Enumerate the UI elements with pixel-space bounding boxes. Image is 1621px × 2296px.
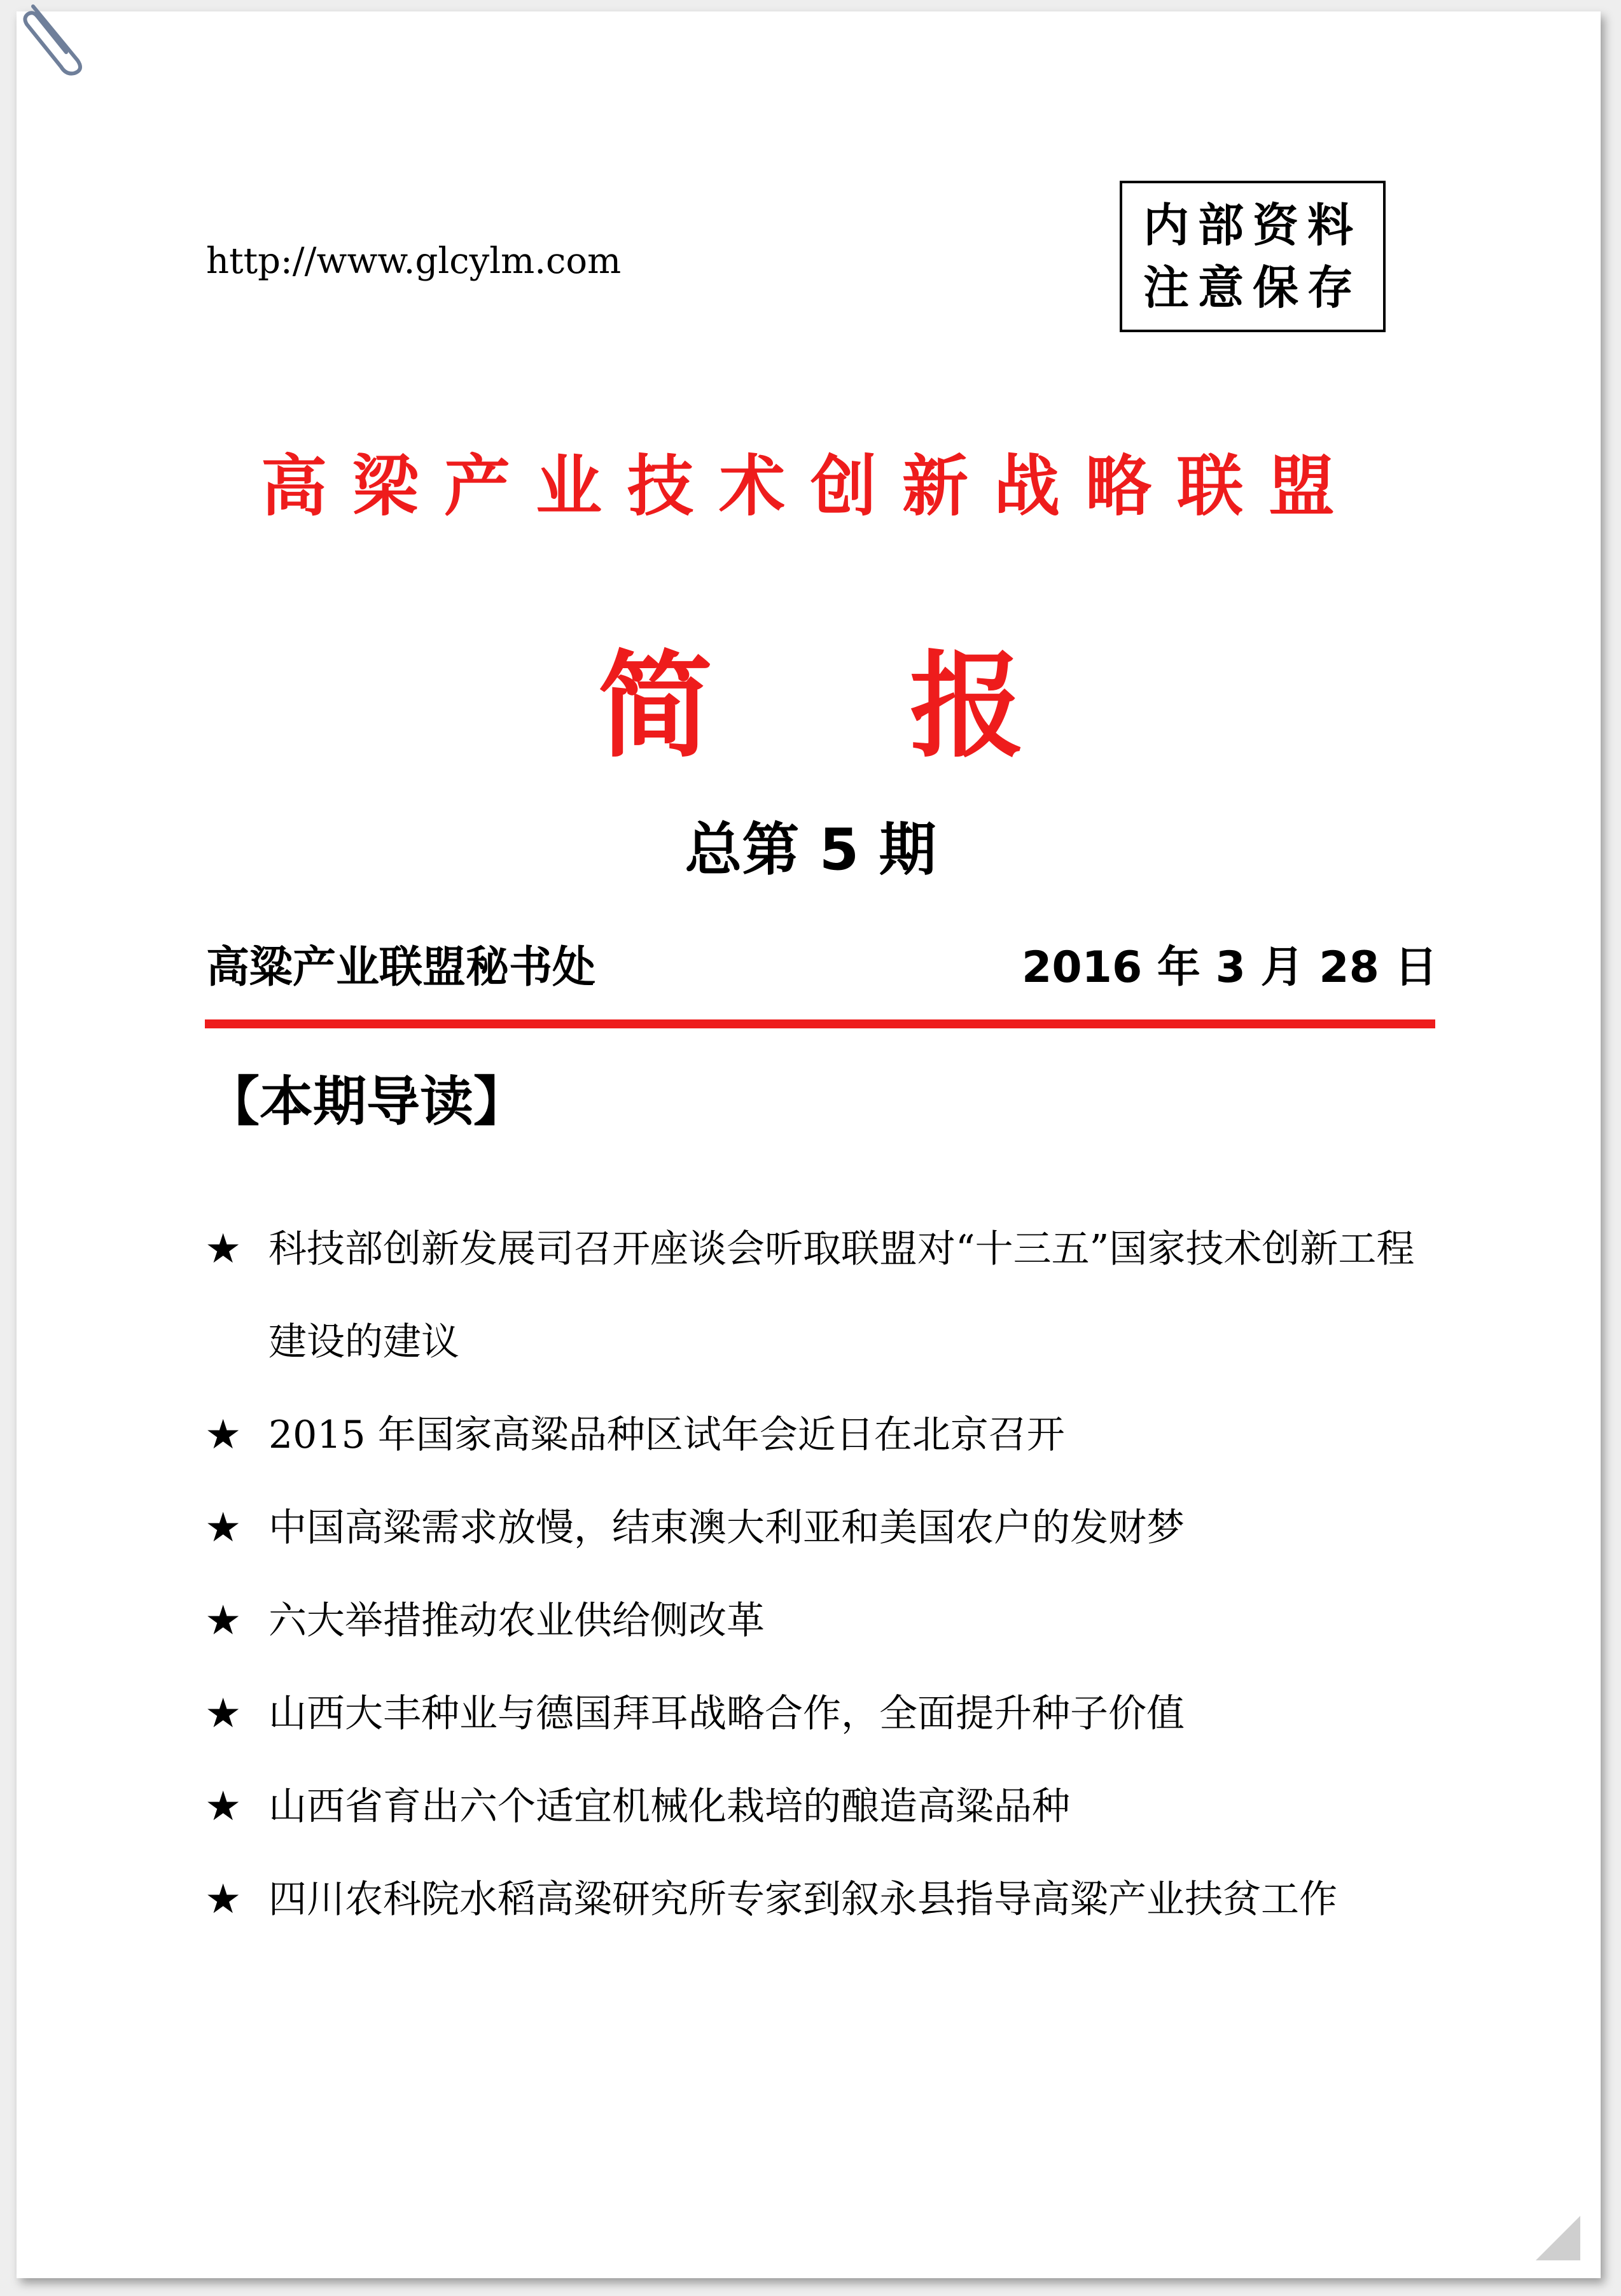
toc-item (205, 1203, 1452, 1389)
toc-item-text: 科技部创新发展司召开座谈会听取联盟对“十三五”国家技术创新工程建设的建议 (268, 1227, 1415, 1364)
stamp-line-1: 内部资料 (1143, 199, 1362, 252)
toc-item-text: 2015 年国家高粱品种区试年会近日在北京召开 (268, 1413, 1065, 1457)
toc-item (205, 1574, 1452, 1667)
bulletin-title-char-2: 报 (910, 639, 1025, 773)
toc-heading: 【本期导读】 (206, 1070, 527, 1133)
publish-date: 2016 年 3 月 28 日 (1022, 942, 1438, 993)
toc-item (205, 1389, 1452, 1481)
toc-list (205, 1203, 1452, 1946)
toc-item (205, 1667, 1452, 1760)
organization-title: 高梁产业技术创新战略联盟 (260, 447, 1360, 525)
paperclip-icon (14, 0, 90, 76)
bulletin-title-char-1: 简 (598, 639, 713, 773)
issue-number: 总第 5 期 (685, 816, 936, 883)
website-url[interactable]: http://www.glcylm.com (206, 241, 622, 282)
toc-item-text: 中国高粱需求放慢，结束澳大利亚和美国农户的发财梦 (268, 1506, 1185, 1550)
star-icon: ★ (205, 1876, 242, 1923)
toc-item (205, 1853, 1452, 1946)
stamp-line-2: 注意保存 (1143, 261, 1362, 314)
toc-item-text: 山西省育出六个适宜机械化栽培的酿造高粱品种 (268, 1784, 1070, 1829)
star-icon: ★ (205, 1783, 242, 1830)
confidential-stamp (1120, 181, 1386, 332)
star-icon: ★ (205, 1226, 242, 1273)
header-divider (205, 1019, 1435, 1028)
star-icon: ★ (205, 1597, 242, 1644)
star-icon: ★ (205, 1504, 242, 1551)
page-curl (1536, 2216, 1580, 2260)
toc-item (205, 1760, 1452, 1853)
toc-item-text: 四川农科院水稻高粱研究所专家到叙永县指导高粱产业扶贫工作 (268, 1877, 1337, 1922)
toc-item (205, 1481, 1452, 1574)
star-icon: ★ (205, 1690, 242, 1737)
publisher-name: 高粱产业联盟秘书处 (206, 942, 596, 993)
toc-item-text: 山西大丰种业与德国拜耳战略合作，全面提升种子价值 (268, 1691, 1185, 1736)
toc-item-text: 六大举措推动农业供给侧改革 (268, 1599, 765, 1643)
star-icon: ★ (205, 1411, 242, 1459)
